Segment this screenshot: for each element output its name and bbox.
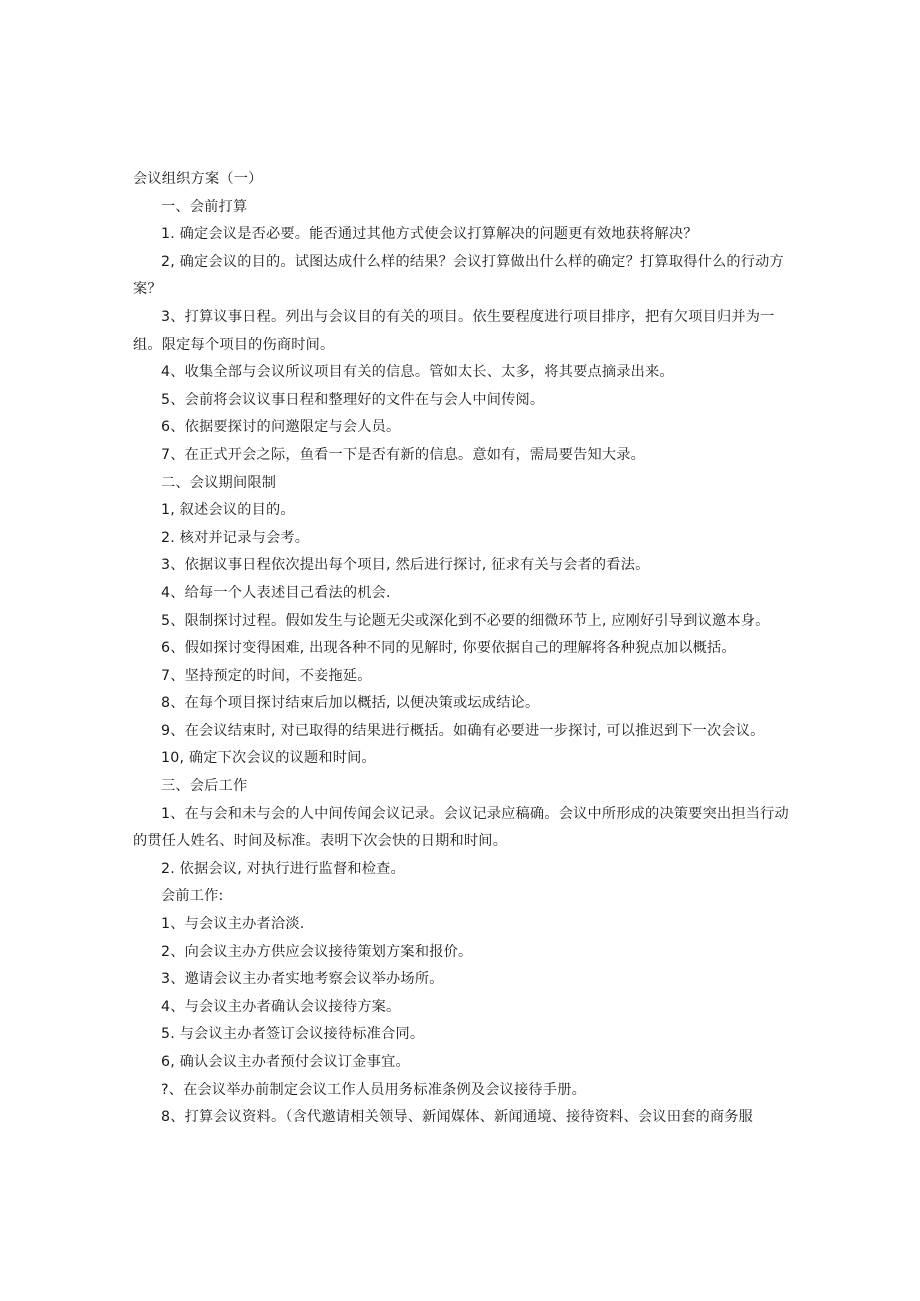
paragraph: 2、向会议主办方供应会议接待策划方案和报价。 <box>161 943 473 960</box>
paragraph: 1. 确定会议是否必要。能否通过其他方式使会议打算解决的问题更有效地获将解决？ <box>161 226 698 243</box>
paragraph: 10, 确定下次会议的议题和时间。 <box>161 750 376 767</box>
paragraph: 3、打算议事日程。列出与会议目的有关的项目。依生要程度进行项目排序，把有欠项目归并为一组。限定每个项目的伤商时间。 <box>133 308 775 353</box>
paragraph: 4、与会议主办者确认会议接待方案。 <box>161 998 401 1015</box>
paragraph: 5、限制探讨过程。假如发生与论题无尖或深化到不必要的细微环节上, 应刚好引导到议邀本身。 <box>161 612 770 629</box>
section-heading-pre-meeting: 一、会前打算 <box>161 198 248 215</box>
section-heading-during-meeting: 二、会议期间限制 <box>161 474 277 491</box>
paragraph: 4、收集全部与会议所议项目有关的信息。管如太长、太多，将其要点摘录出来。 <box>161 364 674 381</box>
section-heading-pre-work: 会前工作: <box>161 888 224 905</box>
paragraph: 4、给每一个人表述目己看法的机会. <box>161 584 391 601</box>
paragraph: 6、假如探讨变得困难, 出现各种不同的见解时, 你要依据自己的理解将各种猊点加以概括。 <box>161 640 736 657</box>
paragraph: 8、打算会议资料。（含代邀请相关领导、新闻媒体、新闻通境、接待资料、会议田套的商务服 <box>161 1109 754 1126</box>
paragraph: 3、邀请会议主办者实地考察会议举办场所。 <box>161 971 444 988</box>
paragraph: 6、依据要探讨的问邀限定与会人员。 <box>161 419 401 436</box>
paragraph: 9、在会议结束时, 对已取得的结果进行概括。如确有必要进一步探讨, 可以推迟到下一次会议。 <box>161 722 765 739</box>
paragraph: 7、坚持预定的时间，不妾拖延。 <box>161 667 372 684</box>
paragraph: 5、会前将会议议事日程和整理好的文件在与会人中间传阅。 <box>161 391 545 408</box>
paragraph: 2. 核对并记录与会考。 <box>161 529 310 546</box>
paragraph: 1、在与会和未与会的人中间传闻会议记录。会议记录应稿确。会议中所形成的决策要突出担当行动的贯任人姓名、时间及标准。表明下次会快的日期和时间。 <box>133 805 789 850</box>
paragraph: 7、在正式开会之际，鱼看一下是否有新的信息。意如有，需局要告知大录。 <box>161 446 646 463</box>
paragraph: 2, 确定会议的目的。试图达成什么样的结果？会议打算做出什么样的确定？打算取得什么的行动方案？ <box>133 253 784 298</box>
document-title: 会议组织方案（一） <box>133 171 263 187</box>
paragraph: 8、在每个项目探讨结束后加以概括, 以便决策或坛成结论。 <box>161 695 540 712</box>
paragraph: 3、依据议事日程依次提出每个项目, 然后进行探讨, 征求有关与会者的看法。 <box>161 557 650 574</box>
paragraph: ?、在会议举办前制定会议工作人员用务标准条例及会议接待手册。 <box>161 1081 586 1098</box>
paragraph: 5. 与会议主办者签订会议接待标准合同。 <box>161 1026 425 1043</box>
paragraph: 1、与会议主办者洽淡. <box>161 916 305 933</box>
paragraph: 1, 叙述会议的目的。 <box>161 502 295 519</box>
paragraph: 6, 确认会议主办者预付会议订金事宜。 <box>161 1054 410 1070</box>
document-body <box>133 166 793 1132</box>
paragraph: 2. 依据会议, 对执行进行监督和检查。 <box>161 860 405 877</box>
section-heading-post-meeting: 三、会后工作 <box>161 778 248 795</box>
